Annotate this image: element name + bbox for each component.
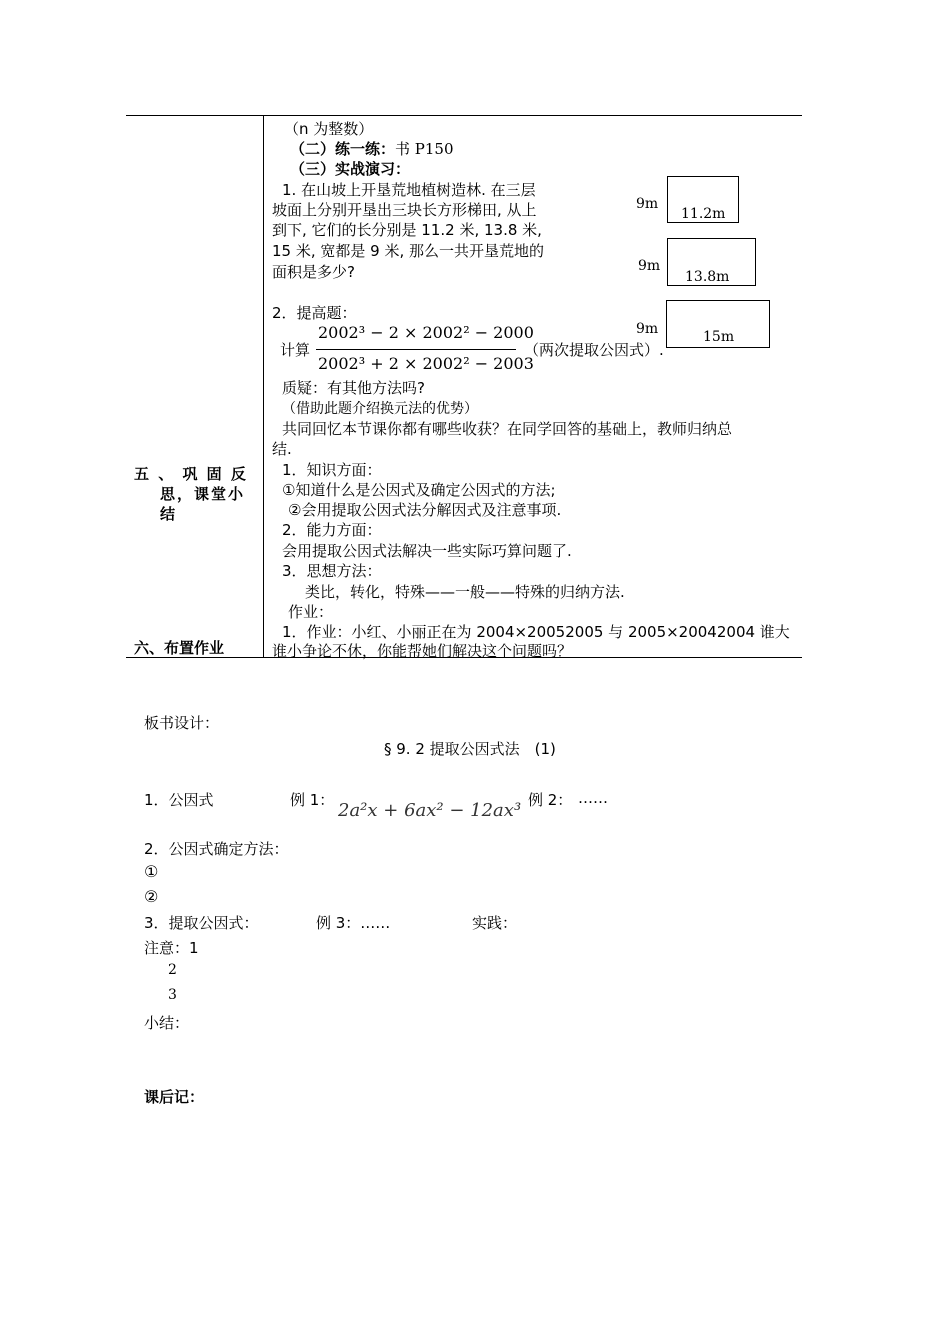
example-2-label: 例 2：	[528, 791, 573, 809]
after-class-notes: 课后记：	[144, 1088, 205, 1106]
field-2-width-label: 9m	[638, 258, 661, 274]
note-item-3: 3	[168, 987, 177, 1003]
drill-title: （三）实战演习：	[290, 160, 411, 178]
thinking-heading: 3．思想方法：	[282, 562, 382, 580]
question-2-fraction-bar	[316, 349, 516, 350]
homework-heading: 作业：	[288, 603, 334, 621]
recall-line2: 结.	[272, 440, 292, 458]
practice-title: （二）练一练：	[290, 140, 396, 158]
row-label-homework: 六、布置作业	[134, 639, 225, 657]
question-2-title: 2．提高题：	[272, 304, 357, 322]
homework-line2: 谁小争论不休，你能帮她们解决这个问题吗？	[272, 642, 573, 660]
field-1-length-label: 11.2m	[681, 206, 726, 222]
field-3-rectangle	[666, 300, 770, 348]
example-3: 例 3：……	[316, 914, 391, 932]
question-1-line2: 坡面上分别开垦出三块长方形梯田, 从上	[272, 201, 537, 219]
note-item-2: 2	[168, 962, 177, 978]
board-heading: 板书设计：	[144, 714, 220, 732]
question-1-line3: 到下, 它们的长分别是 11.2 米, 13.8 米,	[272, 221, 542, 239]
homework-line1: 1．作业：小红、小丽正在为 2004×20052005 与 2005×20042004 谁大	[282, 623, 790, 641]
ability-item-a: 会用提取公因式法解决一些实际巧算问题了.	[282, 542, 572, 560]
field-2-rectangle	[667, 238, 756, 286]
row-label-review-line1: 五 、 巩 固 反	[134, 465, 248, 483]
question-2-hint: （两次提取公因式）.	[524, 341, 664, 359]
table-top-border	[126, 115, 802, 116]
practice-label: 实践：	[472, 914, 518, 932]
board-item-3: 3．提取公因式：	[144, 914, 259, 932]
question-line: 质疑：有其他方法吗?	[282, 379, 425, 397]
field-3-width-label: 9m	[636, 321, 659, 337]
practice-ref: 书 P150	[395, 140, 454, 158]
field-1-width-label: 9m	[636, 196, 659, 212]
ability-heading: 2．能力方面：	[282, 521, 382, 539]
substitution-note: （借助此题介绍换元法的优势）	[282, 401, 478, 417]
field-1-rectangle	[667, 176, 739, 223]
field-2-length-label: 13.8m	[685, 269, 730, 285]
example-1-expression: 2a²x + 6ax² − 12ax³	[338, 800, 522, 821]
example-1-label: 例 1：	[290, 791, 335, 809]
question-2-numerator: 2002³ − 2 × 2002² − 2000	[318, 323, 534, 342]
question-1-line4: 15 米, 宽都是 9 米, 那么一共开垦荒地的	[272, 242, 545, 260]
thinking-item-a: 类比，转化，特殊——一般——特殊的归纳方法.	[305, 583, 625, 601]
row-label-review-line2: 思，课堂小	[160, 485, 246, 503]
board-item-2: 2．公因式确定方法：	[144, 840, 289, 858]
summary-label: 小结：	[144, 1014, 190, 1032]
n-integer-note: （n 为整数）	[284, 120, 374, 138]
row-label-review	[134, 464, 254, 524]
question-2-denominator: 2002³ + 2 × 2002² − 2003	[318, 354, 534, 373]
row-label-review-line3: 结	[160, 505, 176, 523]
recall-line1: 共同回忆本节课你都有哪些收获？在同学回答的基础上，教师归纳总	[282, 420, 733, 438]
note-label: 注意：1	[144, 939, 199, 957]
table-column-divider	[263, 115, 264, 657]
example-2-dots: ……	[578, 789, 608, 807]
board-circle-2: ②	[144, 887, 159, 906]
question-1-line1: 1. 在山坡上开垦荒地植树造林. 在三层	[282, 181, 536, 199]
knowledge-item-b: ②会用提取公因式法分解因式及注意事项.	[288, 501, 562, 519]
board-item-1: 1．公因式	[144, 791, 214, 809]
board-title: § 9. 2 提取公因式法 (1)	[384, 740, 556, 758]
field-3-length-label: 15m	[703, 329, 735, 345]
knowledge-heading: 1．知识方面：	[282, 461, 382, 479]
question-2-compute-label: 计算	[280, 341, 311, 359]
practice-line	[290, 138, 454, 159]
question-1-line5: 面积是多少?	[272, 263, 355, 281]
knowledge-item-a: ①知道什么是公因式及确定公因式的方法;	[282, 481, 556, 499]
board-circle-1: ①	[144, 862, 159, 881]
